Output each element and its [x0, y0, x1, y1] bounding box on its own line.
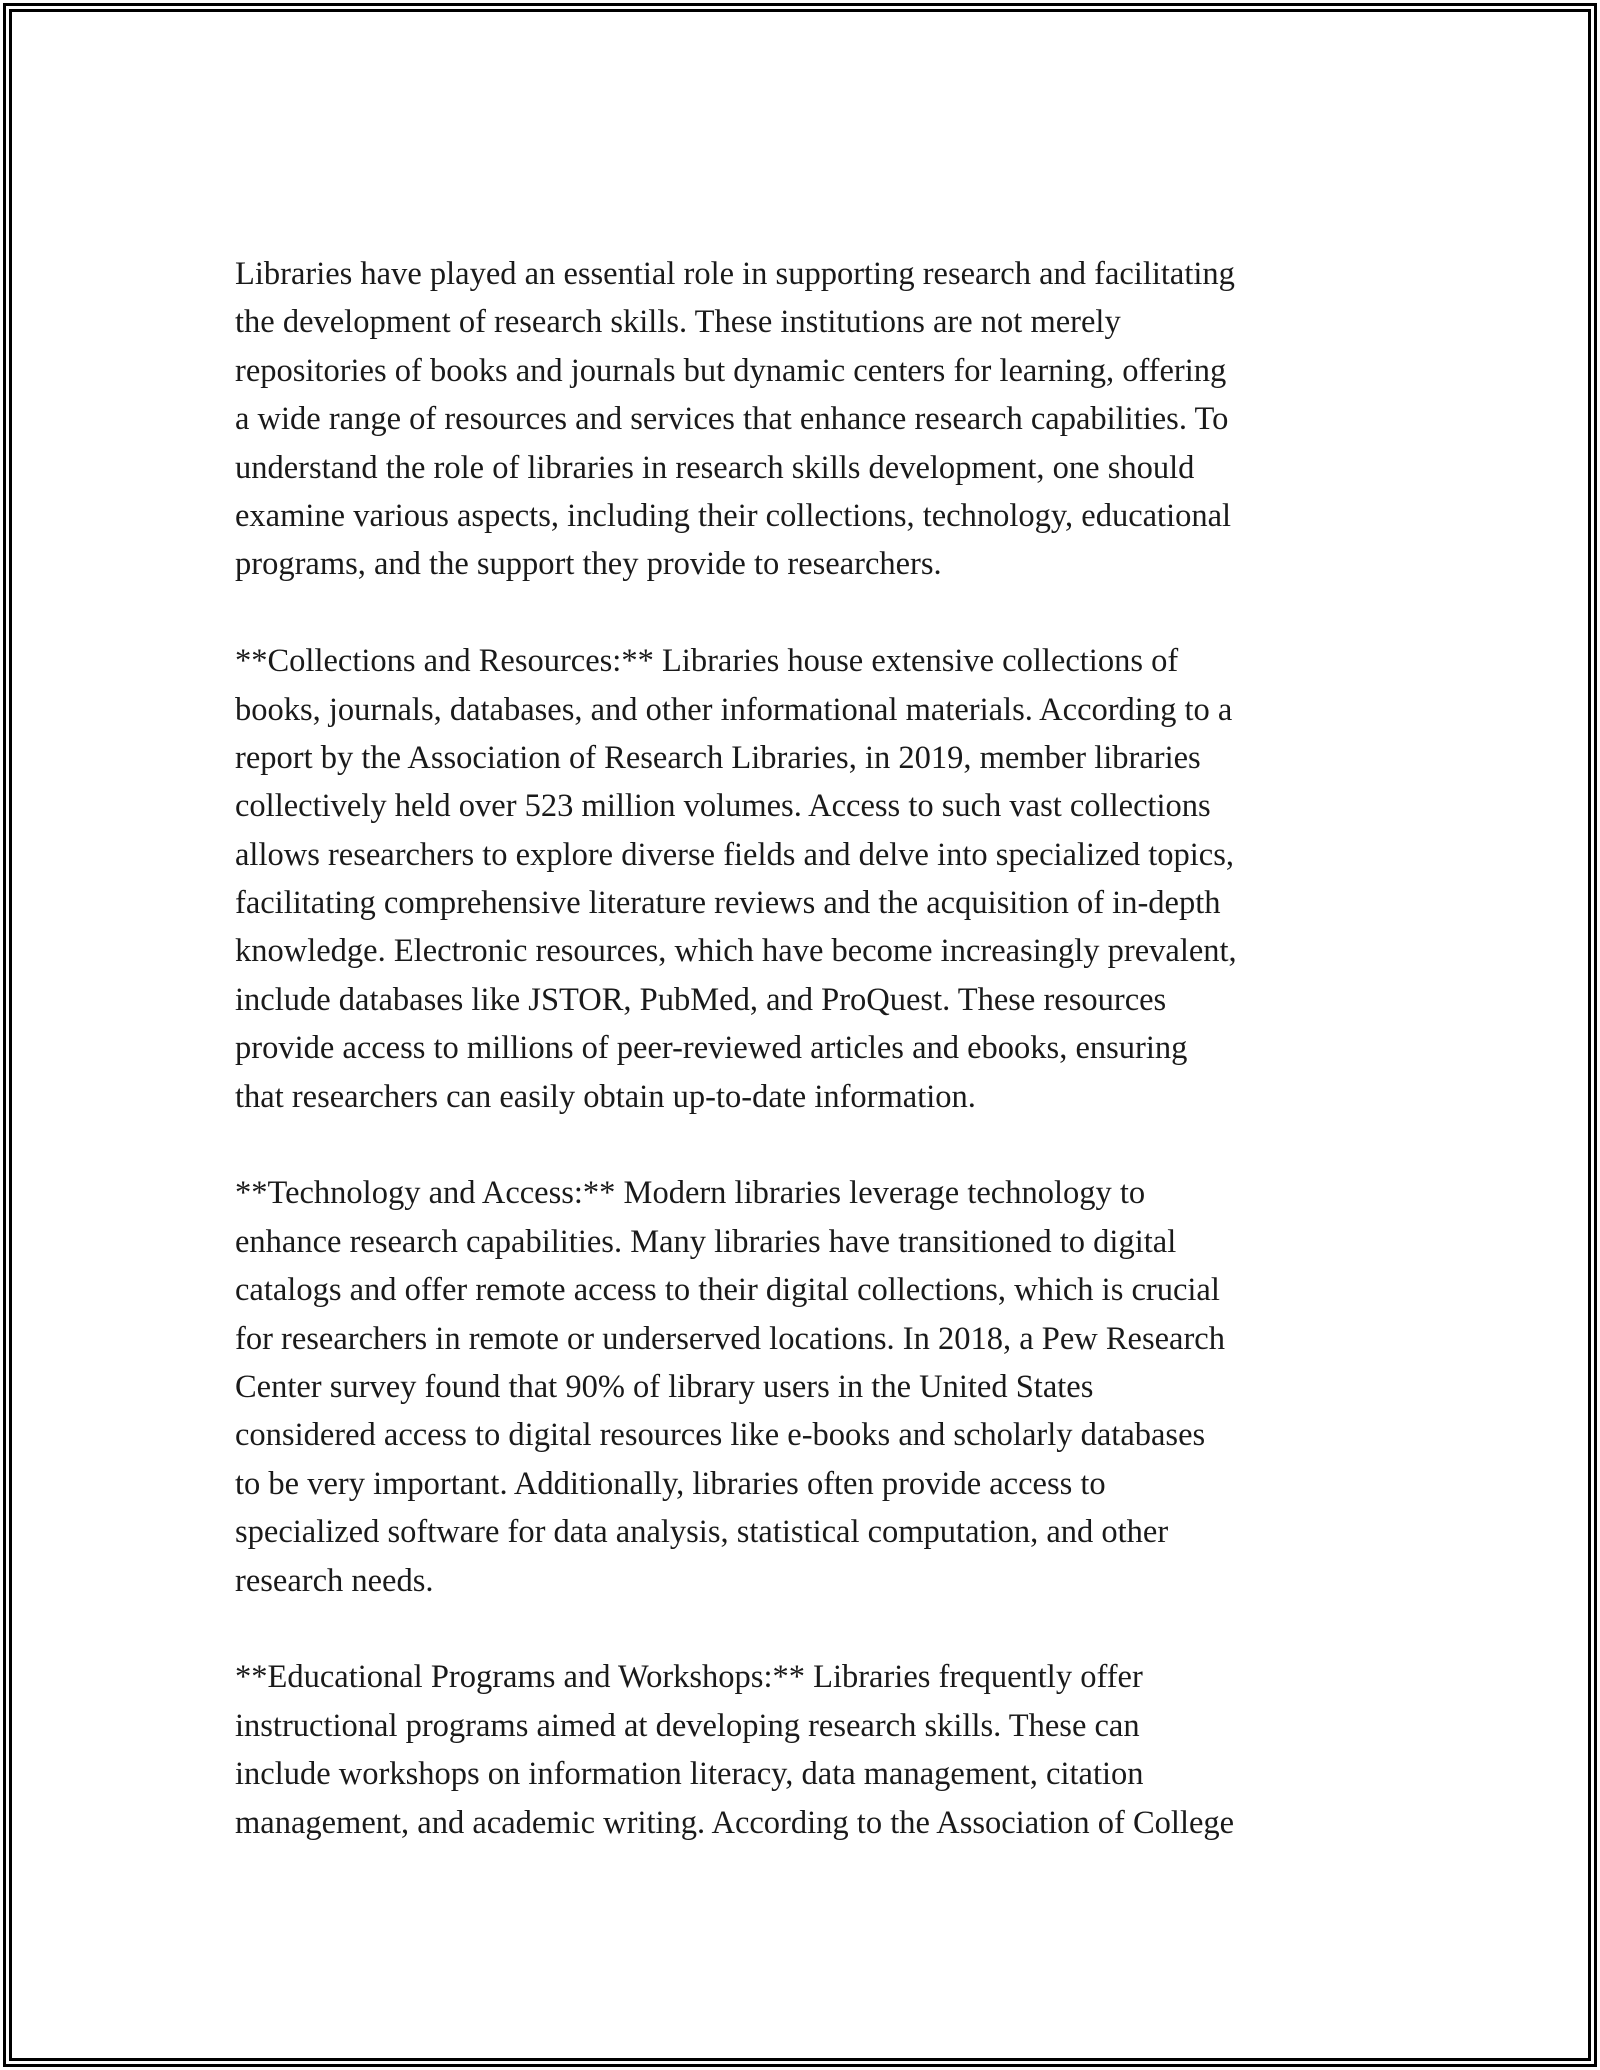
document-body [235, 250, 1385, 1895]
text-line: for researchers in remote or underserved locations. In 2018, a Pew Research [235, 1320, 1225, 1357]
text-line: books, journals, databases, and other informational materials. According to a [235, 691, 1233, 728]
text-line: specialized software for data analysis, statistical computation, and other [235, 1514, 1169, 1551]
paragraph-technology [235, 1169, 1385, 1605]
text-line: that researchers can easily obtain up-to-date information. [235, 1078, 976, 1115]
paragraph-intro [235, 250, 1385, 589]
text-line: the development of research skills. These institutions are not merely [235, 304, 1121, 341]
paragraph-educational-programs [235, 1653, 1385, 1847]
text-line: repositories of books and journals but dynamic centers for learning, offering [235, 352, 1227, 389]
text-line: **Technology and Access:** Modern libraries leverage technology to [235, 1175, 1146, 1212]
text-line: allows researchers to explore diverse fields and delve into specialized topics, [235, 836, 1235, 873]
text-line: programs, and the support they provide to researchers. [235, 546, 942, 583]
text-line: instructional programs aimed at developing research skills. These can [235, 1707, 1140, 1744]
text-line: Center survey found that 90% of library users in the United States [235, 1368, 1094, 1405]
text-line: catalogs and offer remote access to their digital collections, which is crucial [235, 1272, 1220, 1309]
text-line: a wide range of resources and services that enhance research capabilities. To [235, 401, 1229, 438]
text-line: Libraries have played an essential role in supporting research and facilitating [235, 256, 1235, 292]
text-line: report by the Association of Research Libraries, in 2019, member libraries [235, 739, 1201, 776]
text-line: **Collections and Resources:** Libraries house extensive collections of [235, 643, 1179, 680]
text-line: facilitating comprehensive literature reviews and the acquisition of in-depth [235, 885, 1221, 922]
paragraph-collections [235, 637, 1385, 1121]
text-line: considered access to digital resources like e-books and scholarly databases [235, 1417, 1206, 1454]
text-line: understand the role of libraries in research skills development, one should [235, 449, 1195, 486]
text-line: enhance research capabilities. Many libraries have transitioned to digital [235, 1223, 1177, 1260]
text-line: research needs. [235, 1562, 434, 1599]
text-line: provide access to millions of peer-reviewed articles and ebooks, ensuring [235, 1030, 1188, 1067]
text-line: management, and academic writing. According to the Association of College [235, 1804, 1235, 1841]
text-line: include databases like JSTOR, PubMed, and ProQuest. These resources [235, 981, 1167, 1018]
text-line: examine various aspects, including their collections, technology, educational [235, 497, 1232, 534]
text-line: to be very important. Additionally, libraries often provide access to [235, 1465, 1106, 1502]
text-line: **Educational Programs and Workshops:** Libraries frequently offer [235, 1659, 1143, 1696]
text-line: knowledge. Electronic resources, which have become increasingly prevalent, [235, 933, 1237, 970]
text-line: include workshops on information literacy, data management, citation [235, 1756, 1144, 1793]
text-line: collectively held over 523 million volumes. Access to such vast collections [235, 788, 1211, 825]
